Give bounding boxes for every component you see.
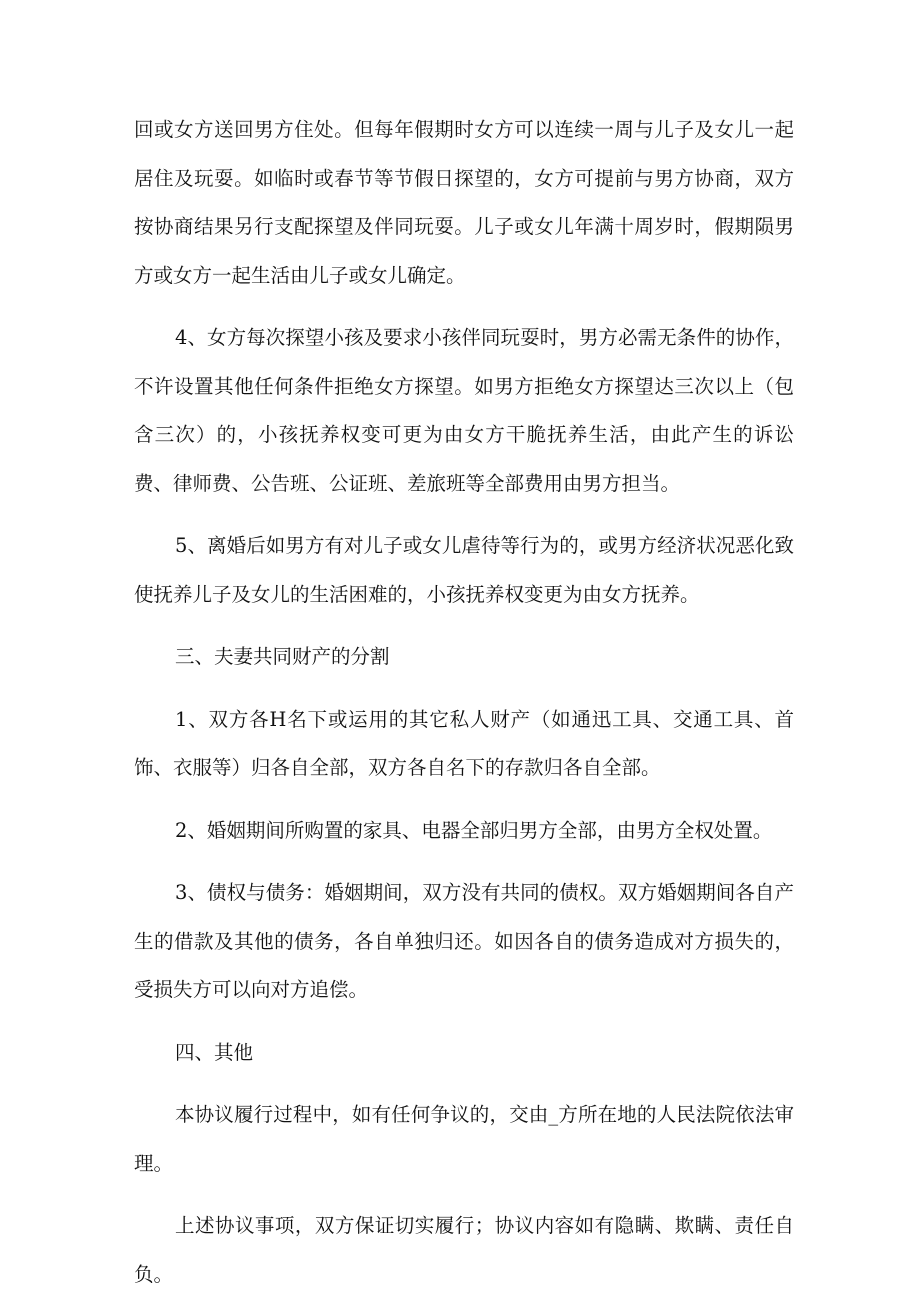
paragraph-item-4: 4、女方每次探望小孩及要求小孩伴同玩耍时，男方必需无条件的协作，不许设置其他任何条件拒绝女方探望。如男方拒绝女方探望达三次以上（包含三次）的，小孩抚养权变可更为由女方干脆抚养生活，由此产生的诉讼费、律师费、公告班、公证班、差旅班等全部费用由男方担当。 [134, 326, 794, 495]
paragraph-commitment: 上述协议事项，双方保证切实履行；协议内容如有隐瞒、欺瞒、责任自负。 [134, 1214, 794, 1286]
section-heading-other: 四、其他 [175, 1040, 254, 1064]
paragraph-property-2: 2、婚姻期间所购置的家具、电器全部归男方全部，由男方全权处置。 [175, 818, 773, 842]
paragraph-dispute: 本协议履行过程中，如有任何争议的，交由_方所在地的人民法院依法审理。 [134, 1103, 794, 1175]
paragraph-property-3: 3、债权与债务：婚姻期间，双方没有共同的债权。双方婚姻期间各自产生的借款及其他的债务，各自单独归还。如因各自的债务造成对方损失的，受损失方可以向对方追偿。 [134, 881, 794, 1001]
paragraph-item-5: 5、离婚后如男方有对儿子或女儿虐待等行为的，或男方经济状况恶化致使抚养儿子及女儿的生活困难的，小孩抚养权变更为由女方抚养。 [134, 534, 794, 606]
document-body [134, 106, 794, 1313]
section-heading-property: 三、夫妻共同财产的分割 [175, 645, 390, 668]
paragraph-property-1: 1、双方各H名下或运用的其它私人财产（如通迅工具、交通工具、首饰、衣服等）归各自全部，双方各自名下的存款归各自全部。 [134, 707, 794, 779]
paragraph-visitation-continued: 回或女方送回男方住处。但每年假期时女方可以连续一周与儿子及女儿一起居住及玩耍。如临时或春节等节假日探望的，女方可提前与男方协商，双方按协商结果另行支配探望及伴同玩耍。儿子或女儿年满十周岁时，假期陨男方或女方一起生活由儿子或女儿确定。 [134, 118, 794, 287]
